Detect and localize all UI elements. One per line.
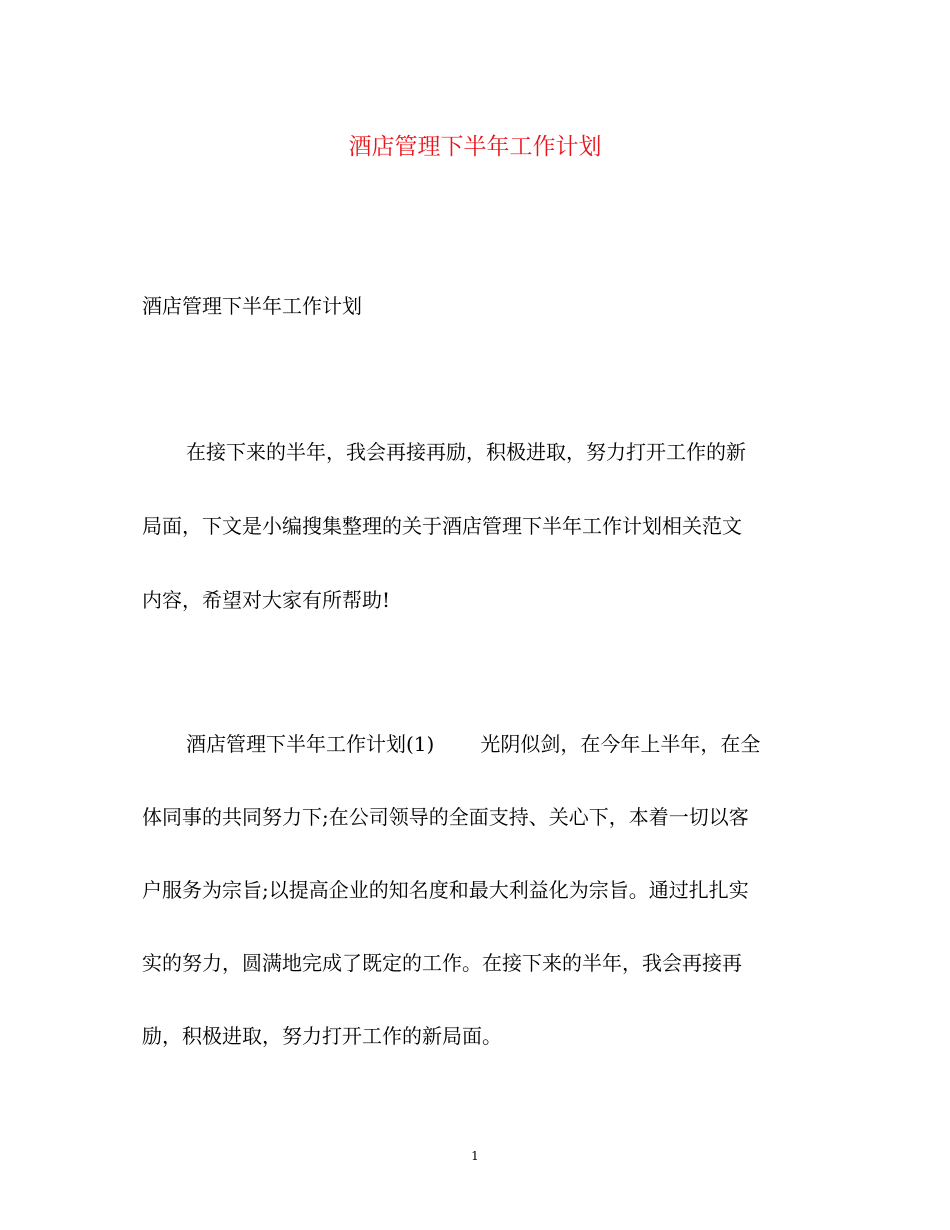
page-number: 1 [471, 1149, 479, 1163]
section-1-line-4: 实的努力，圆满地完成了既定的工作。在接下来的半年，我会再接再 [142, 951, 742, 975]
section-1-first-line-text: 光阴似剑，在今年上半年，在全 [480, 732, 761, 756]
intro-line-2: 局面，下文是小编搜集整理的关于酒店管理下半年工作计划相关范文 [142, 514, 742, 538]
section-1-first-line [186, 729, 760, 759]
section-1-line-2: 体同事的共同努力下;在公司领导的全面支持、关心下，本着一切以客 [142, 805, 749, 829]
intro-line-1: 在接下来的半年，我会再接再励，积极进取，努力打开工作的新 [186, 440, 746, 464]
intro-line-3: 内容，希望对大家有所帮助! [142, 588, 391, 612]
document-title: 酒店管理下半年工作计划 [348, 134, 602, 160]
section-1-line-5: 励，积极进取，努力打开工作的新局面。 [142, 1024, 502, 1048]
section-1-line-3: 户服务为宗旨;以提高企业的知名度和最大利益化为宗旨。通过扎扎实 [142, 878, 749, 902]
document-subheading: 酒店管理下半年工作计划 [142, 294, 362, 318]
section-1-heading: 酒店管理下半年工作计划(1) [186, 732, 435, 756]
